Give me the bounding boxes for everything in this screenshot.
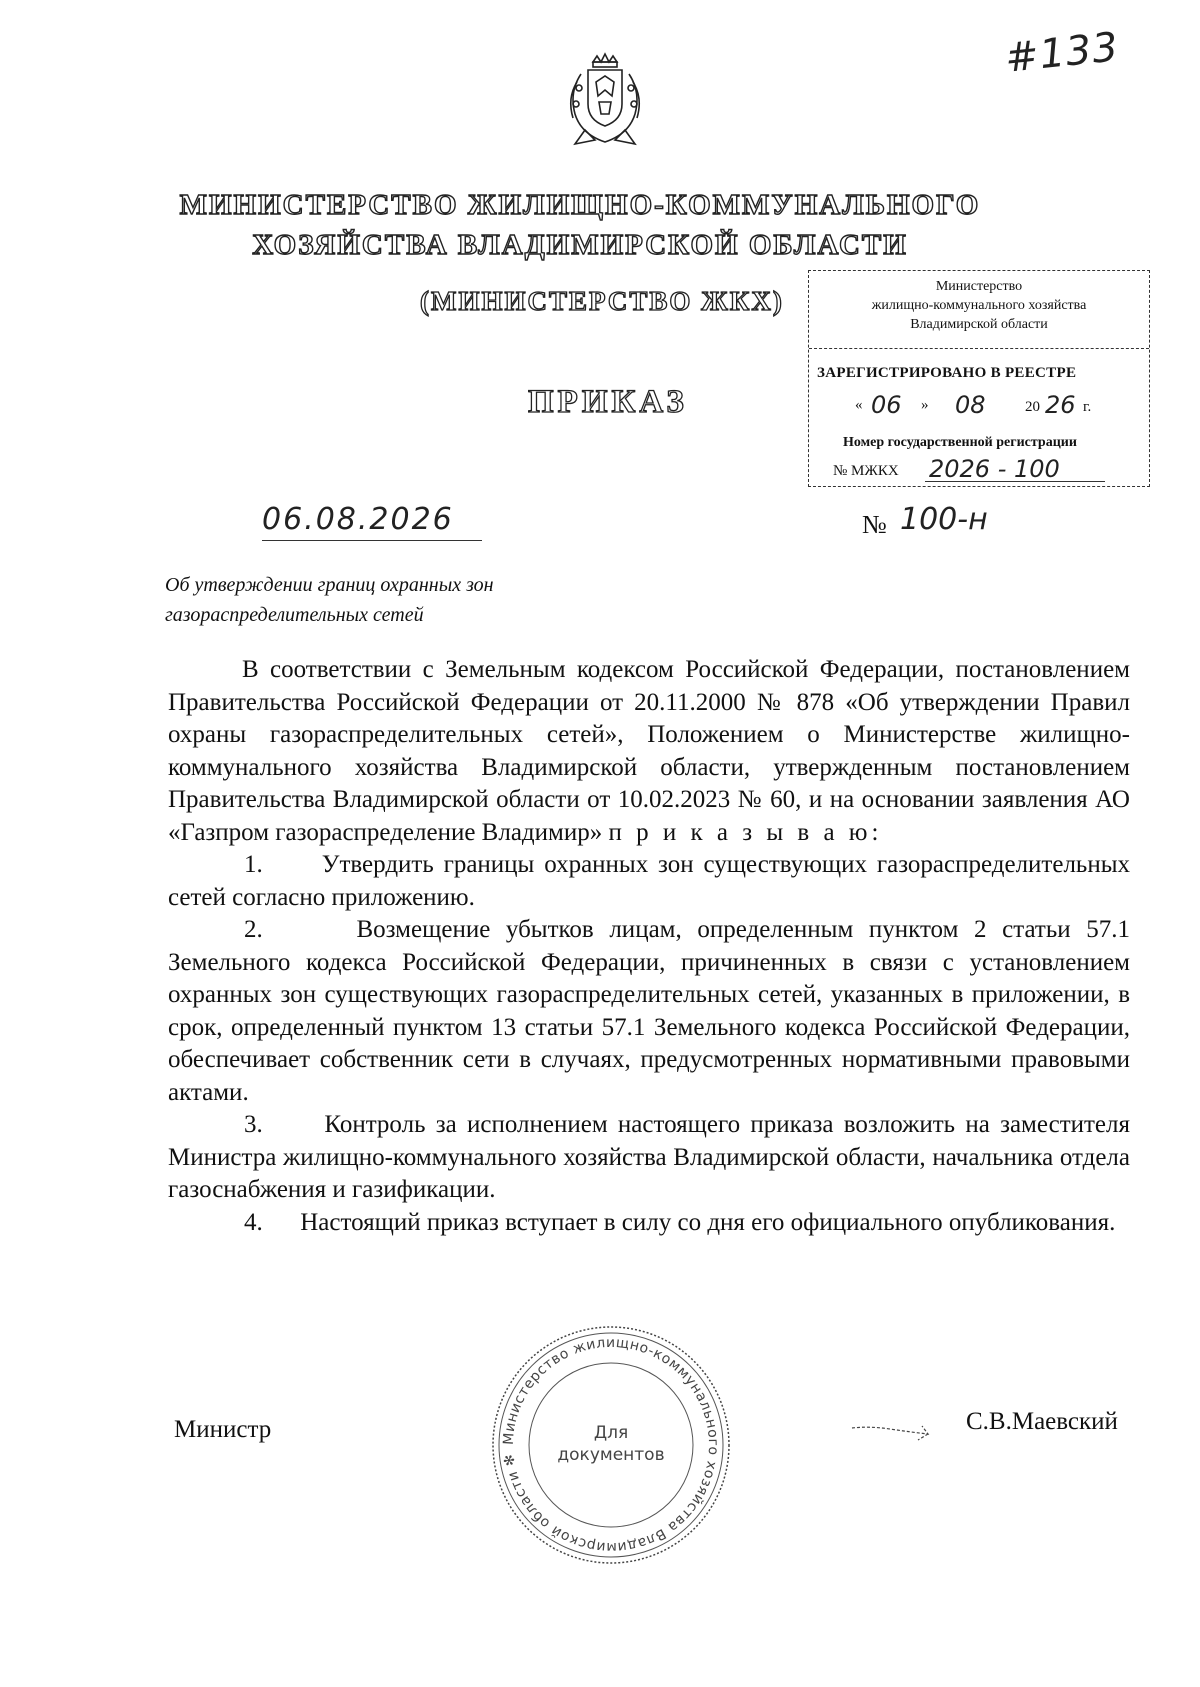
ministry-title-line2: ХОЗЯЙСТВА ВЛАДИМИРСКОЙ ОБЛАСТИ	[252, 229, 908, 261]
stamp-org-line2: жилищно-коммунального хозяйства	[871, 298, 1087, 313]
stamp-org-line1: Министерство	[935, 279, 1023, 294]
stamp-organization	[809, 271, 1149, 349]
order-item	[168, 1109, 1130, 1207]
ministry-short-name: (МИНИСТЕРСТВО ЖКХ)	[420, 286, 784, 316]
stamp-date	[855, 391, 1145, 423]
order-number: 100-н	[900, 502, 988, 537]
document-type-title: ПРИКАЗ	[528, 384, 688, 420]
ministry-title	[150, 185, 1010, 265]
coat-of-arms-icon	[555, 52, 655, 152]
stamp-close-quote: »	[921, 397, 929, 413]
stamp-open-quote: «	[855, 397, 863, 413]
subject-line1: Об утверждении границ охранных зон	[165, 574, 494, 596]
item-number: 4.	[244, 1208, 263, 1236]
item-text: Возмещение убытков лицам, определенным пунктом 2 статьи 57.1 Земельного кодекса Российской Федерации, причиненных в связи с установлением охранных зон существующих газораспределительных сетей, указанных в приложении, в срок, определенный пунктом 13 статьи 57.1 Земельного кодекса Российской Федерации, обеспечивает собственник сети в случаях, предусмотренных нормативными правовыми актами.	[168, 916, 1130, 1106]
item-number: 2.	[244, 916, 263, 943]
signatory-title: Министр	[174, 1416, 272, 1443]
stamp-registered-label: ЗАРЕГИСТРИРОВАНО В РЕЕСТРЕ	[817, 365, 1077, 381]
stamp-year-suffix: 26	[1045, 391, 1076, 419]
stamp-org-line3: Владимирской области	[910, 317, 1048, 332]
stamp-year-prefix: 20	[1025, 399, 1040, 415]
order-date: 06.08.2026	[262, 502, 454, 537]
seal-ring-text: Министерство жилищно-коммунального хозяйства Владимирской области ✻	[500, 1334, 722, 1556]
seal-center-line2: документов	[557, 1445, 665, 1465]
item-text: Контроль за исполнением настоящего приказа возложить на заместителя Министра жилищно-коммунального хозяйства Владимирской области, начальника отдела газоснабжения и газификации.	[168, 1111, 1130, 1203]
item-text: Утвердить границы охранных зон существующих газораспределительных сетей согласно приложению.	[168, 851, 1131, 911]
stamp-reg-underline	[925, 481, 1105, 482]
stamp-month: 08	[955, 391, 986, 419]
order-item	[168, 914, 1130, 1109]
order-body	[168, 654, 1130, 1239]
stamp-reg-number-row	[833, 455, 1143, 485]
item-text: Настоящий приказ вступает в силу со дня его официального опубликования.	[300, 1208, 1116, 1236]
registration-stamp	[808, 270, 1150, 487]
seal-center-line1: Для	[593, 1423, 629, 1443]
handwritten-signature	[850, 1410, 940, 1450]
stamp-state-reg-label: Номер государственной регистрации	[843, 435, 1077, 450]
signatory-name: С.В.Маевский	[966, 1408, 1118, 1435]
stamp-day: 06	[871, 391, 902, 419]
order-subject	[165, 570, 665, 630]
order-item	[168, 849, 1130, 914]
item-number: 3.	[244, 1111, 263, 1138]
subject-line2: газораспределительных сетей	[165, 604, 424, 626]
order-number-label: №	[862, 510, 887, 539]
preamble-command: п р и к а з ы в а ю:	[608, 818, 883, 846]
order-date-underline	[262, 540, 482, 541]
stamp-year-unit: г.	[1083, 399, 1092, 415]
preamble-paragraph	[168, 654, 1130, 849]
official-seal	[486, 1320, 736, 1570]
preamble-text: В соответствии с Земельным кодексом Российской Федерации, постановлением Правительства Российской Федерации от 20.11.2000 № 878 «Об утверждении Правил охраны газораспределительных сетей», Положением о Министерстве жилищно-коммунального хозяйства Владимирской области, утвержденным постановлением Правительства Владимирской области от 10.02.2023 № 60, и на основании заявления АО «Газпром газораспределение Владимир»	[168, 656, 1130, 846]
stamp-reg-number: 2026 - 100	[929, 455, 1060, 483]
item-number: 1.	[244, 851, 263, 878]
order-item	[168, 1207, 1130, 1240]
stamp-reg-prefix: № МЖКХ	[833, 463, 899, 479]
handwritten-mark: #133	[1002, 24, 1121, 82]
ministry-title-line1: МИНИСТЕРСТВО ЖИЛИЩНО-КОММУНАЛЬНОГО	[179, 189, 981, 221]
